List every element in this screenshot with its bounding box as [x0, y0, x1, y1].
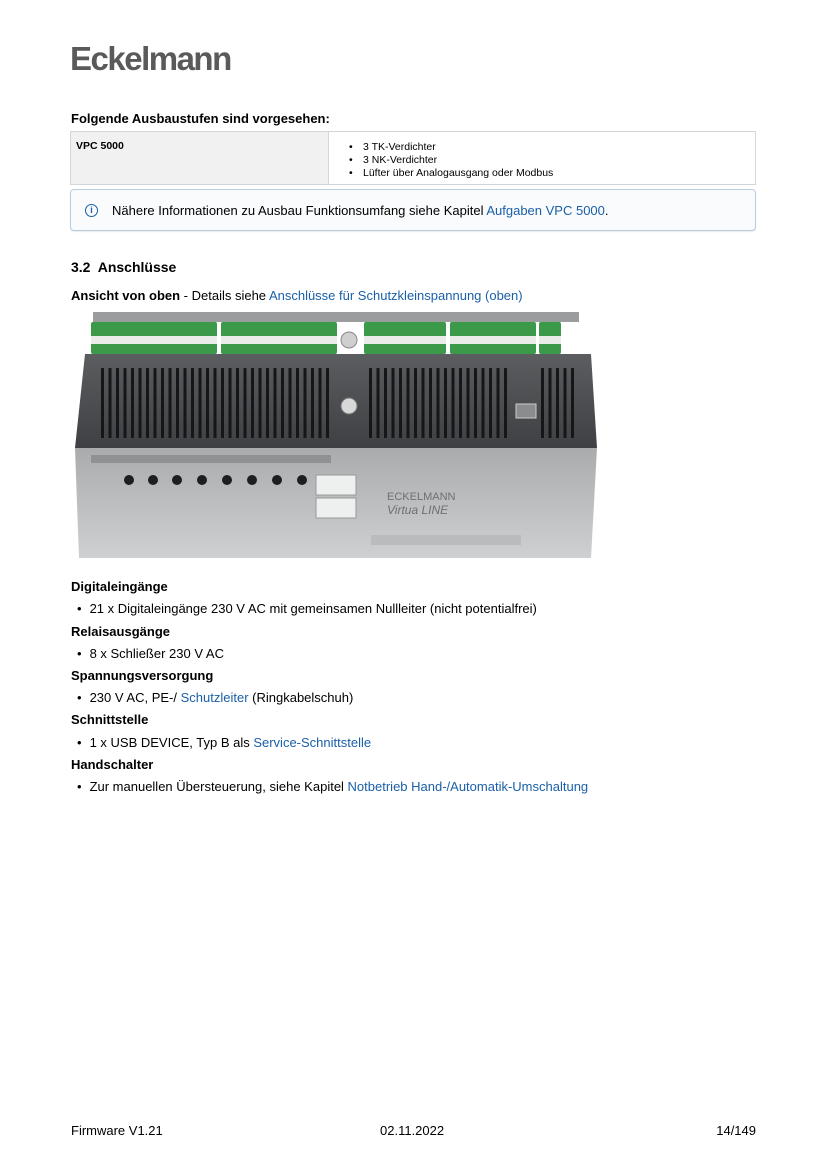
vent-slot	[564, 368, 567, 438]
info-text-prefix: Nähere Informationen zu Ausbau Funktionsumfang siehe Kapitel	[112, 203, 487, 218]
device-brand: ECKELMANN	[387, 491, 456, 503]
list-item	[77, 690, 353, 705]
vent-slot	[304, 368, 307, 438]
info-text	[112, 203, 609, 218]
vent-slot	[497, 368, 500, 438]
stage-features	[329, 132, 756, 185]
item-text: (Ringkabelschuh)	[248, 690, 354, 705]
list-item: • Lüfter über Analogausgang oder Modbus	[349, 167, 755, 180]
group-title-interface	[71, 712, 148, 727]
group-title-relay-outputs	[71, 624, 170, 639]
footer-page-number: 14/149	[716, 1123, 756, 1138]
link-service-schnittstelle[interactable]: Service-Schnittstelle	[253, 735, 372, 750]
group-title: Handschalter	[71, 757, 154, 772]
device-top-view-image	[71, 310, 611, 560]
terminal-blocks	[91, 322, 561, 354]
vent-slot	[169, 368, 172, 438]
vent-slot	[274, 368, 277, 438]
vent-slot	[549, 368, 552, 438]
group-title: Schnittstelle	[71, 712, 149, 727]
vent-slot	[459, 368, 462, 438]
item-text: 230 V AC, PE-/	[89, 690, 181, 705]
vent-slot	[199, 368, 202, 438]
vent-slot	[571, 368, 574, 438]
vent-slot	[467, 368, 470, 438]
vent-slot	[326, 368, 329, 438]
vent-slot	[384, 368, 387, 438]
view-label: Ansicht von oben	[71, 288, 181, 303]
view-caption	[71, 288, 523, 303]
info-icon: i	[85, 204, 98, 217]
view-text: - Details siehe	[180, 288, 269, 303]
group-title: Spannungsversorgung	[71, 668, 214, 683]
link-notbetrieb[interactable]: Notbetrieb Hand-/Automatik-Umschaltung	[347, 779, 589, 794]
footer-firmware: Firmware V1.21	[71, 1123, 163, 1138]
vent-slot	[184, 368, 187, 438]
vent-slot	[139, 368, 142, 438]
list-item: • 3 TK-Verdichter	[349, 141, 755, 154]
footer-date: 02.11.2022	[380, 1123, 445, 1138]
group-title-digital-inputs	[71, 579, 168, 594]
vent-slot	[319, 368, 322, 438]
group-title: Digitaleingänge	[71, 579, 168, 594]
vent-slot	[377, 368, 380, 438]
vent-slot	[399, 368, 402, 438]
vent-slot	[504, 368, 507, 438]
item-text: Zur manuellen Übersteuerung, siehe Kapitel	[89, 779, 348, 794]
device-model: Virtua LINE	[387, 503, 449, 517]
vent-slot	[206, 368, 209, 438]
vent-slot	[214, 368, 217, 438]
vent-slot	[109, 368, 112, 438]
vent-slot	[154, 368, 157, 438]
vent-slot	[161, 368, 164, 438]
vent-slot	[289, 368, 292, 438]
list-item	[77, 735, 371, 750]
vent-slot	[244, 368, 247, 438]
vent-slot	[229, 368, 232, 438]
vent-slot	[101, 368, 104, 438]
vent-slot	[407, 368, 410, 438]
vent-slot	[444, 368, 447, 438]
vent-slot	[221, 368, 224, 438]
vent-slot	[176, 368, 179, 438]
vent-slot	[474, 368, 477, 438]
vent-slot	[311, 368, 314, 438]
vent-slot	[191, 368, 194, 438]
group-title: Relaisausgänge	[71, 624, 170, 639]
info-box	[70, 189, 756, 231]
vent-slot	[146, 368, 149, 438]
group-title-power-supply	[71, 668, 213, 683]
info-text-suffix: .	[604, 203, 609, 218]
vent-slot	[422, 368, 425, 438]
vent-slot	[124, 368, 127, 438]
vent-slot	[482, 368, 485, 438]
vent-slot	[296, 368, 299, 438]
list-item: • 8 x Schließer 230 V AC	[77, 646, 224, 661]
vent-slot	[489, 368, 492, 438]
vent-slot	[116, 368, 119, 438]
vent-slot	[429, 368, 432, 438]
link-schutzleiter[interactable]: Schutzleiter	[180, 690, 249, 705]
section-number: 3.2	[71, 259, 91, 275]
vent-slot	[414, 368, 417, 438]
eckelmann-logo: Eckelmann	[70, 40, 231, 77]
item-text: 1 x USB DEVICE, Typ B als	[89, 735, 254, 750]
stages-heading: Folgende Ausbaustufen sind vorgesehen:	[71, 111, 330, 126]
link-anschluesse-schutzkleinspannung[interactable]: Anschlüsse für Schutzkleinspannung (oben)	[268, 288, 523, 303]
vent-slot	[437, 368, 440, 438]
vent-slot	[392, 368, 395, 438]
stages-table	[70, 131, 756, 185]
list-item: • 3 NK-Verdichter	[349, 154, 755, 167]
vent-slot	[266, 368, 269, 438]
list-item: • 21 x Digitaleingänge 230 V AC mit gemeinsamen Nullleiter (nicht potentialfrei)	[77, 601, 537, 616]
list-item	[77, 779, 588, 794]
section-title: Anschlüsse	[97, 259, 177, 275]
stage-label: VPC 5000	[71, 132, 329, 185]
vent-slot	[131, 368, 134, 438]
group-title-manual-switch	[71, 757, 153, 772]
link-aufgaben-vpc-5000[interactable]: Aufgaben VPC 5000	[486, 203, 605, 218]
vent-slot	[541, 368, 544, 438]
vent-slot	[556, 368, 559, 438]
table-row	[71, 132, 756, 185]
vent-slot	[369, 368, 372, 438]
vent-slot	[259, 368, 262, 438]
vent-slot	[452, 368, 455, 438]
vent-slot	[251, 368, 254, 438]
vent-slot	[281, 368, 284, 438]
vent-slot	[236, 368, 239, 438]
section-heading	[71, 259, 176, 275]
